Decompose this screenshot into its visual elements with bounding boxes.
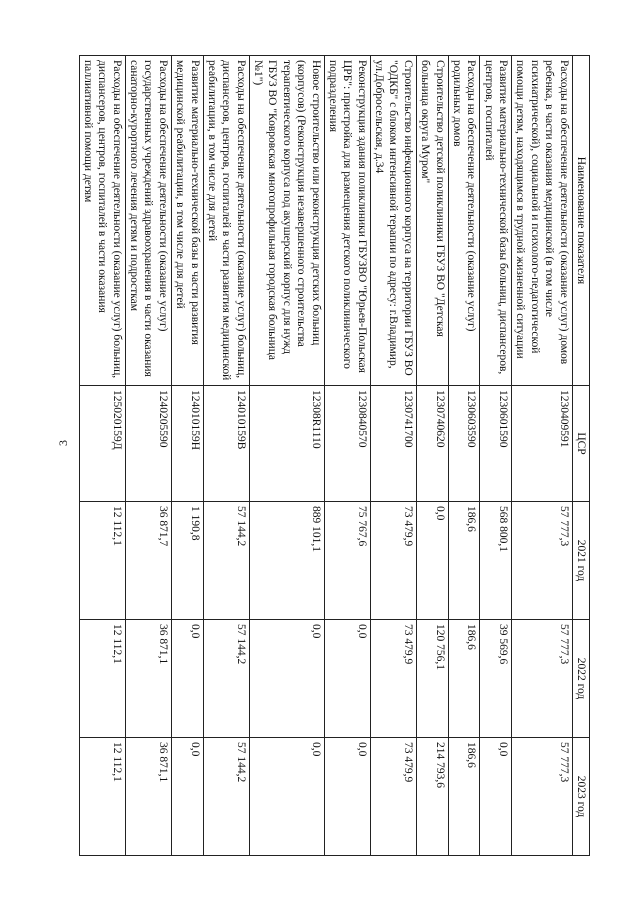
value-2023: 0,0 bbox=[324, 738, 370, 856]
csr-code: 1230601590 bbox=[480, 386, 512, 502]
csr-code: 124010159В bbox=[203, 386, 249, 502]
rotated-table-wrapper bbox=[82, 55, 590, 855]
table-row bbox=[203, 56, 249, 856]
value-2021: 186,6 bbox=[448, 502, 480, 620]
value-2023: 57 777,3 bbox=[512, 738, 573, 856]
table-row bbox=[370, 56, 416, 856]
csr-code: 1230409591 bbox=[512, 386, 573, 502]
indicator-name: Расходы на обеспечение деятельности (оказание услуг) родильных домов bbox=[448, 56, 480, 386]
indicator-name: Развитие материально-технической базы в части развития медицинской реабилитации, в том числе для детей bbox=[171, 56, 203, 386]
header-name: Наименование показателя bbox=[572, 56, 589, 386]
value-2023: 12 112,1 bbox=[79, 738, 125, 856]
value-2021: 1 190,8 bbox=[171, 502, 203, 620]
value-2023: 0,0 bbox=[171, 738, 203, 856]
indicator-name: Расходы на обеспечение деятельности (оказание услуг) больниц, диспансеров, центров, госпиталей в части оказания паллиативной помощи детям bbox=[79, 56, 125, 386]
indicator-name: Расходы на обеспечение деятельности (оказание услуг) больниц, диспансеров, центров, госпиталей в части развития медицинской реабилитации, в том числе для детей bbox=[203, 56, 249, 386]
value-2023: 57 144,2 bbox=[203, 738, 249, 856]
value-2022: 0,0 bbox=[324, 620, 370, 738]
indicator-name: Новое строительство или реконструкция детских больниц (корпусов) (Реконструкция незавершенного строительства терапевтического корпуса под акушерский корпус для нужд ГБУЗ ВО "Ковровская многопрофильная городская больница №1") bbox=[249, 56, 324, 386]
value-2023: 186,6 bbox=[448, 738, 480, 856]
table-row bbox=[448, 56, 480, 856]
table-row bbox=[416, 56, 448, 856]
value-2021: 568 800,1 bbox=[480, 502, 512, 620]
indicator-name: Строительство инфекционного корпуса на территории ГБУЗ ВО "ОДКБ" с блоком интенсивной терапии по адресу: г.Владимир, ул.Добросельская, д.34 bbox=[370, 56, 416, 386]
indicator-name: Реконструкция здания поликлиники ГБУЗВО "Юрьев-Польская ЦРБ": пристройка для размещения детского поликлинического подразделения bbox=[324, 56, 370, 386]
value-2022: 57 144,2 bbox=[203, 620, 249, 738]
value-2023: 0,0 bbox=[249, 738, 324, 856]
indicator-name: Развитие материально-технической базы больниц, диспансеров, центров, госпиталей bbox=[480, 56, 512, 386]
table-row bbox=[125, 56, 171, 856]
table-row bbox=[480, 56, 512, 856]
csr-code: 1240205590 bbox=[125, 386, 171, 502]
csr-code: 1230741700 bbox=[370, 386, 416, 502]
indicator-name: Строительство детской поликлиники ГБУЗ ВО "Детская больница округа Муром" bbox=[416, 56, 448, 386]
value-2022: 120 756,1 bbox=[416, 620, 448, 738]
value-2021: 36 871,7 bbox=[125, 502, 171, 620]
csr-code: 124010159Н bbox=[171, 386, 203, 502]
csr-code: 1230603590 bbox=[448, 386, 480, 502]
table-row bbox=[249, 56, 324, 856]
header-2021: 2021 год bbox=[572, 502, 589, 620]
value-2021: 57 777,3 bbox=[512, 502, 573, 620]
value-2021: 12 112,1 bbox=[79, 502, 125, 620]
csr-code: 1230840570 bbox=[324, 386, 370, 502]
csr-code: 12308R1110 bbox=[249, 386, 324, 502]
value-2022: 12 112,1 bbox=[79, 620, 125, 738]
value-2022: 57 777,3 bbox=[512, 620, 573, 738]
value-2022: 0,0 bbox=[249, 620, 324, 738]
value-2021: 75 767,6 bbox=[324, 502, 370, 620]
value-2023: 36 871,1 bbox=[125, 738, 171, 856]
value-2021: 0,0 bbox=[416, 502, 448, 620]
csr-code: 125020159Д bbox=[79, 386, 125, 502]
table-row bbox=[324, 56, 370, 856]
value-2023: 214 793,6 bbox=[416, 738, 448, 856]
table-header-row bbox=[572, 56, 589, 856]
value-2022: 0,0 bbox=[171, 620, 203, 738]
value-2022: 39 569,6 bbox=[480, 620, 512, 738]
value-2021: 889 101,1 bbox=[249, 502, 324, 620]
value-2022: 36 871,1 bbox=[125, 620, 171, 738]
table-row bbox=[512, 56, 573, 856]
indicator-name: Расходы на обеспечение деятельности (оказание услуг) государственных учреждений здравоохранения в части оказания санаторно-курортного лечения детям и подросткам bbox=[125, 56, 171, 386]
value-2022: 73 479,9 bbox=[370, 620, 416, 738]
expenses-table bbox=[79, 55, 590, 856]
indicator-name: Расходы на обеспечение деятельности (оказание услуг) домов ребенка, в части оказания медицинской (в том числе психиатрической), социальной и психолого-педагогической помощи детям, находящимся в трудной жизненной ситуации bbox=[512, 56, 573, 386]
value-2023: 73 479,9 bbox=[370, 738, 416, 856]
value-2021: 57 144,2 bbox=[203, 502, 249, 620]
value-2023: 0,0 bbox=[480, 738, 512, 856]
value-2021: 73 479,9 bbox=[370, 502, 416, 620]
csr-code: 1230740620 bbox=[416, 386, 448, 502]
table-row bbox=[171, 56, 203, 856]
header-2023: 2023 год bbox=[572, 738, 589, 856]
value-2022: 186,6 bbox=[448, 620, 480, 738]
header-csr: ЦСР bbox=[572, 386, 589, 502]
header-2022: 2022 год bbox=[572, 620, 589, 738]
table-row bbox=[79, 56, 125, 856]
page-number: 3 bbox=[56, 440, 70, 446]
